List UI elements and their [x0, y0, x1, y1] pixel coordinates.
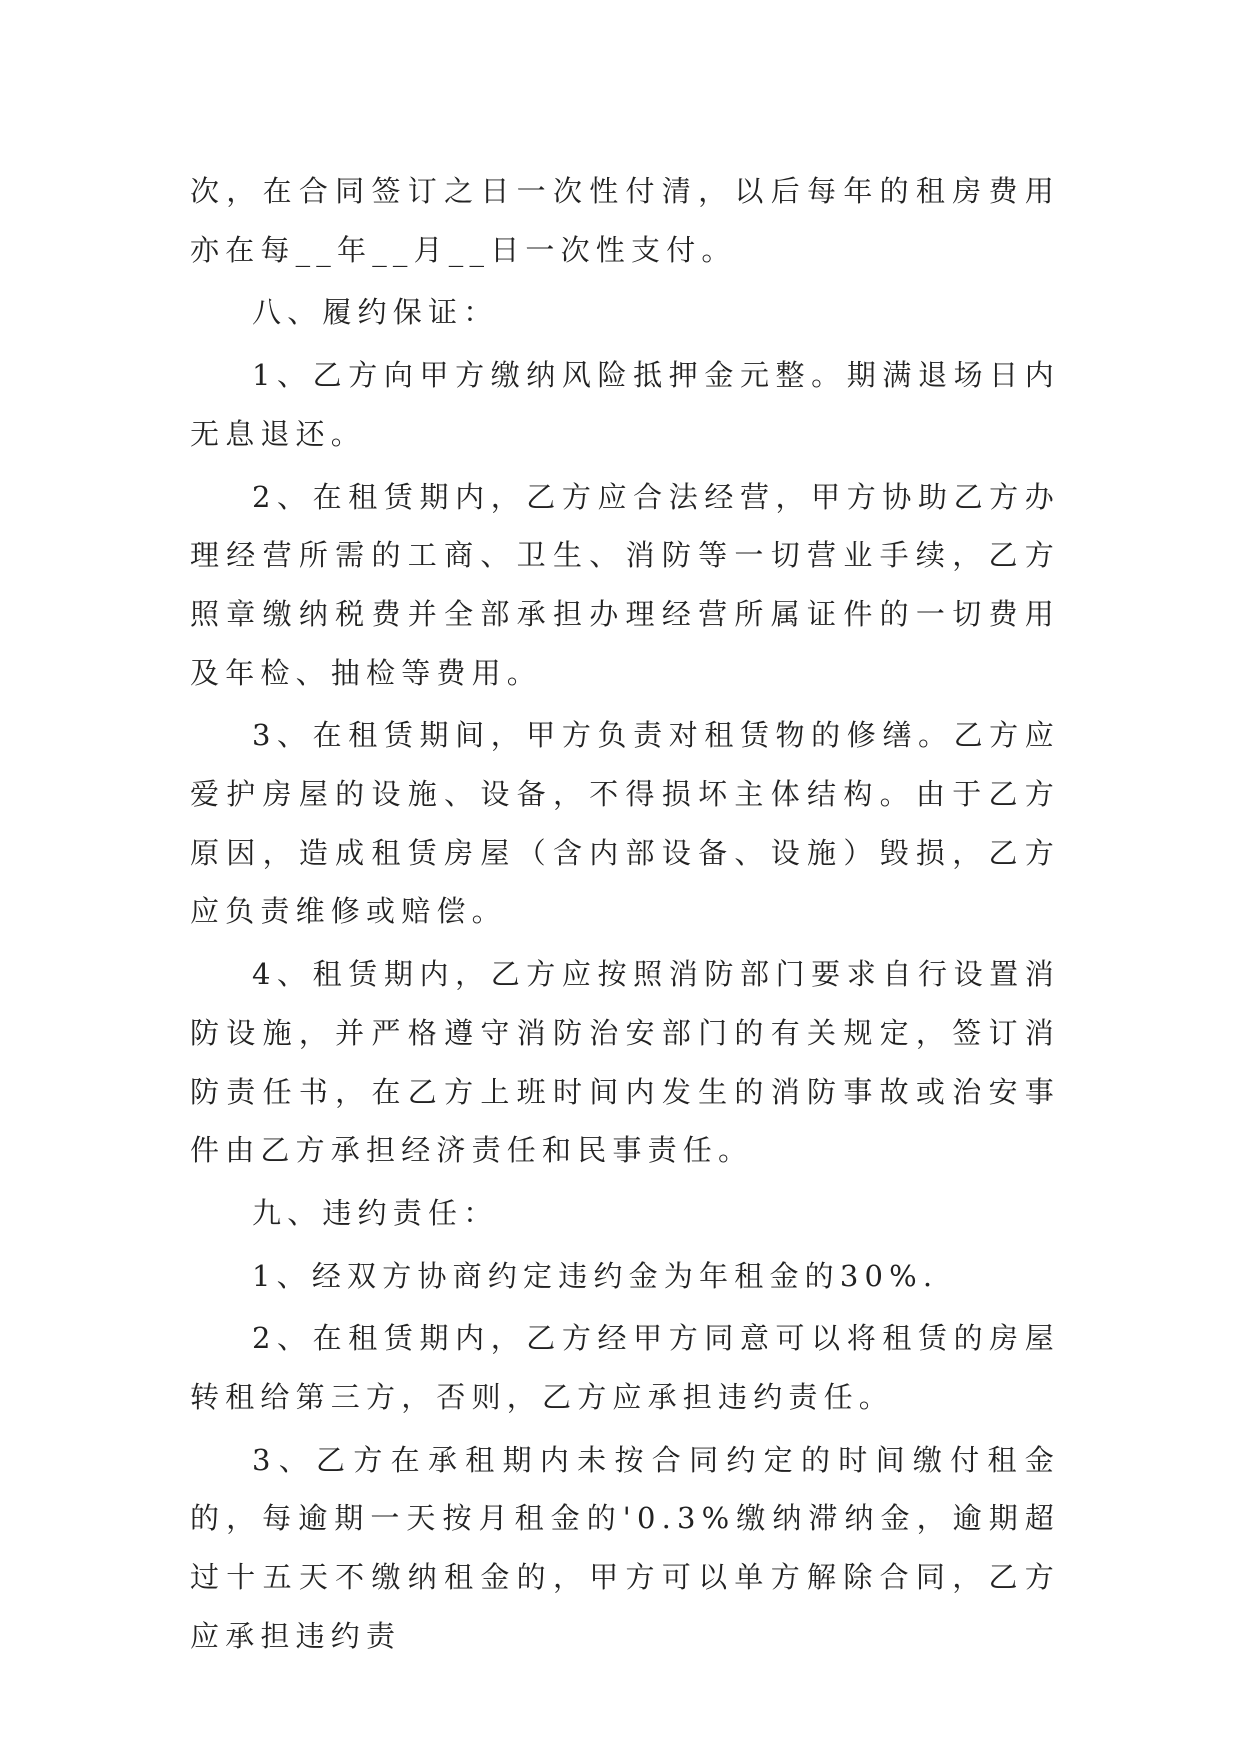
- section-heading-liability: 九、违约责任：: [252, 1195, 499, 1230]
- paragraph-guarantee-2: 2、在租赁期内，乙方应合法经营，甲方协助乙方办理经营所需的工商、卫生、消防等一切营业手续，乙方照章缴纳税费并全部承担办理经营所属证件的一切费用及年检、抽检等费用。: [190, 479, 1060, 690]
- paragraph-payment-continued: 次，在合同签订之日一次性付清，以后每年的租房费用亦在每__年__月__日一次性支付。: [190, 174, 1060, 267]
- section-heading-performance-guarantee: 八、履约保证：: [252, 295, 499, 330]
- document-body: [190, 162, 1060, 1670]
- paragraph-guarantee-4: 4、租赁期内，乙方应按照消防部门要求自行设置消防设施，并严格遵守消防治安部门的有关规定，签订消防责任书，在乙方上班时间内发生的消防事故或治安事件由乙方承担经济责任和民事责任。: [190, 957, 1060, 1168]
- paragraph-liability-3: 3、乙方在承租期内未按合同约定的时间缴付租金的，每逾期一天按月租金的'0.3%缴纳滞纳金，逾期超过十五天不缴纳租金的，甲方可以单方解除合同，乙方应承担违约责: [190, 1442, 1060, 1653]
- paragraph-guarantee-3: 3、在租赁期间，甲方负责对租赁物的修缮。乙方应爱护房屋的设施、设备，不得损坏主体结构。由于乙方原因，造成租赁房屋（含内部设备、设施）毁损，乙方应负责维修或赔偿。: [190, 718, 1060, 929]
- paragraph-guarantee-1: 1、乙方向甲方缴纳风险抵押金元整。期满退场日内无息退还。: [190, 358, 1060, 451]
- paragraph-liability-1: 1、经双方协商约定违约金为年租金的30%.: [252, 1258, 939, 1293]
- paragraph-liability-2: 2、在租赁期内，乙方经甲方同意可以将租赁的房屋转租给第三方，否则，乙方应承担违约责任。: [190, 1321, 1060, 1415]
